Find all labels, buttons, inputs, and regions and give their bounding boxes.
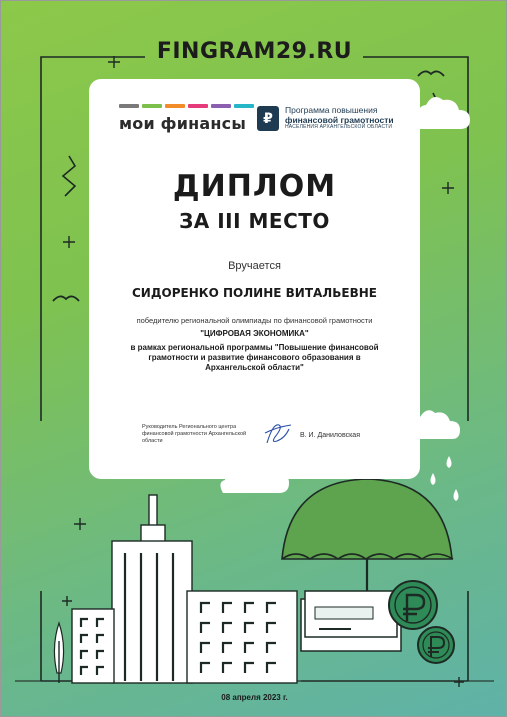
diploma-title: ДИПЛОМ	[172, 169, 337, 204]
office-building	[187, 591, 297, 683]
place-title: ЗА III МЕСТО	[179, 209, 330, 233]
tree-icon	[54, 623, 63, 683]
ruble-icon: ₽	[257, 106, 279, 131]
logo-bar	[211, 104, 231, 108]
ruble-coin-icon	[418, 627, 454, 663]
signer-name: В. И. Даниловская	[300, 432, 360, 439]
ruble-coin-icon	[389, 581, 437, 629]
program-description: в рамках региональной программы "Повышение финансовой грамотности и развитие финансового образования в Архангельской области"	[130, 343, 379, 372]
small-building-left	[72, 609, 114, 683]
money-stack-icon	[301, 591, 401, 651]
tower-building	[112, 495, 192, 683]
winner-description: победителю региональной олимпиады по финансовой грамотности	[136, 316, 373, 325]
site-url: FINGRAM29.RU	[156, 39, 353, 64]
program-logo-line1: Программа повышения	[285, 105, 378, 115]
award-date: 08 апреля 2023 г.	[221, 693, 288, 702]
logo-bar	[119, 104, 139, 108]
program-logo-line2: финансовой грамотности	[285, 114, 394, 125]
logo-bar	[188, 104, 208, 108]
program-logo	[257, 106, 394, 131]
handwritten-signature	[261, 419, 295, 447]
signer-role: Руководитель Регионального центра финансовой грамотности Архангельской области	[142, 424, 247, 445]
recipient-name: СИДОРЕНКО ПОЛИНЕ ВИТАЛЬЕВНЕ	[132, 286, 377, 300]
raindrop-icons	[431, 456, 459, 501]
diploma-card	[89, 79, 420, 479]
logo-color-bars	[119, 104, 254, 108]
logo-bar	[142, 104, 162, 108]
moi-finansy-text: мои финансы	[119, 114, 246, 133]
program-logo-line3: НАСЕЛЕНИЯ АРХАНГЕЛЬСКОЙ ОБЛАСТИ	[285, 124, 393, 131]
logo-bar	[165, 104, 185, 108]
olympiad-name: "ЦИФРОВАЯ ЭКОНОМИКА"	[200, 329, 309, 338]
bird-icon	[53, 296, 79, 301]
moi-finansy-logo	[119, 104, 254, 133]
logo-bar	[234, 104, 254, 108]
awarded-label: Вручается	[228, 260, 281, 272]
bird-icon	[418, 71, 444, 76]
